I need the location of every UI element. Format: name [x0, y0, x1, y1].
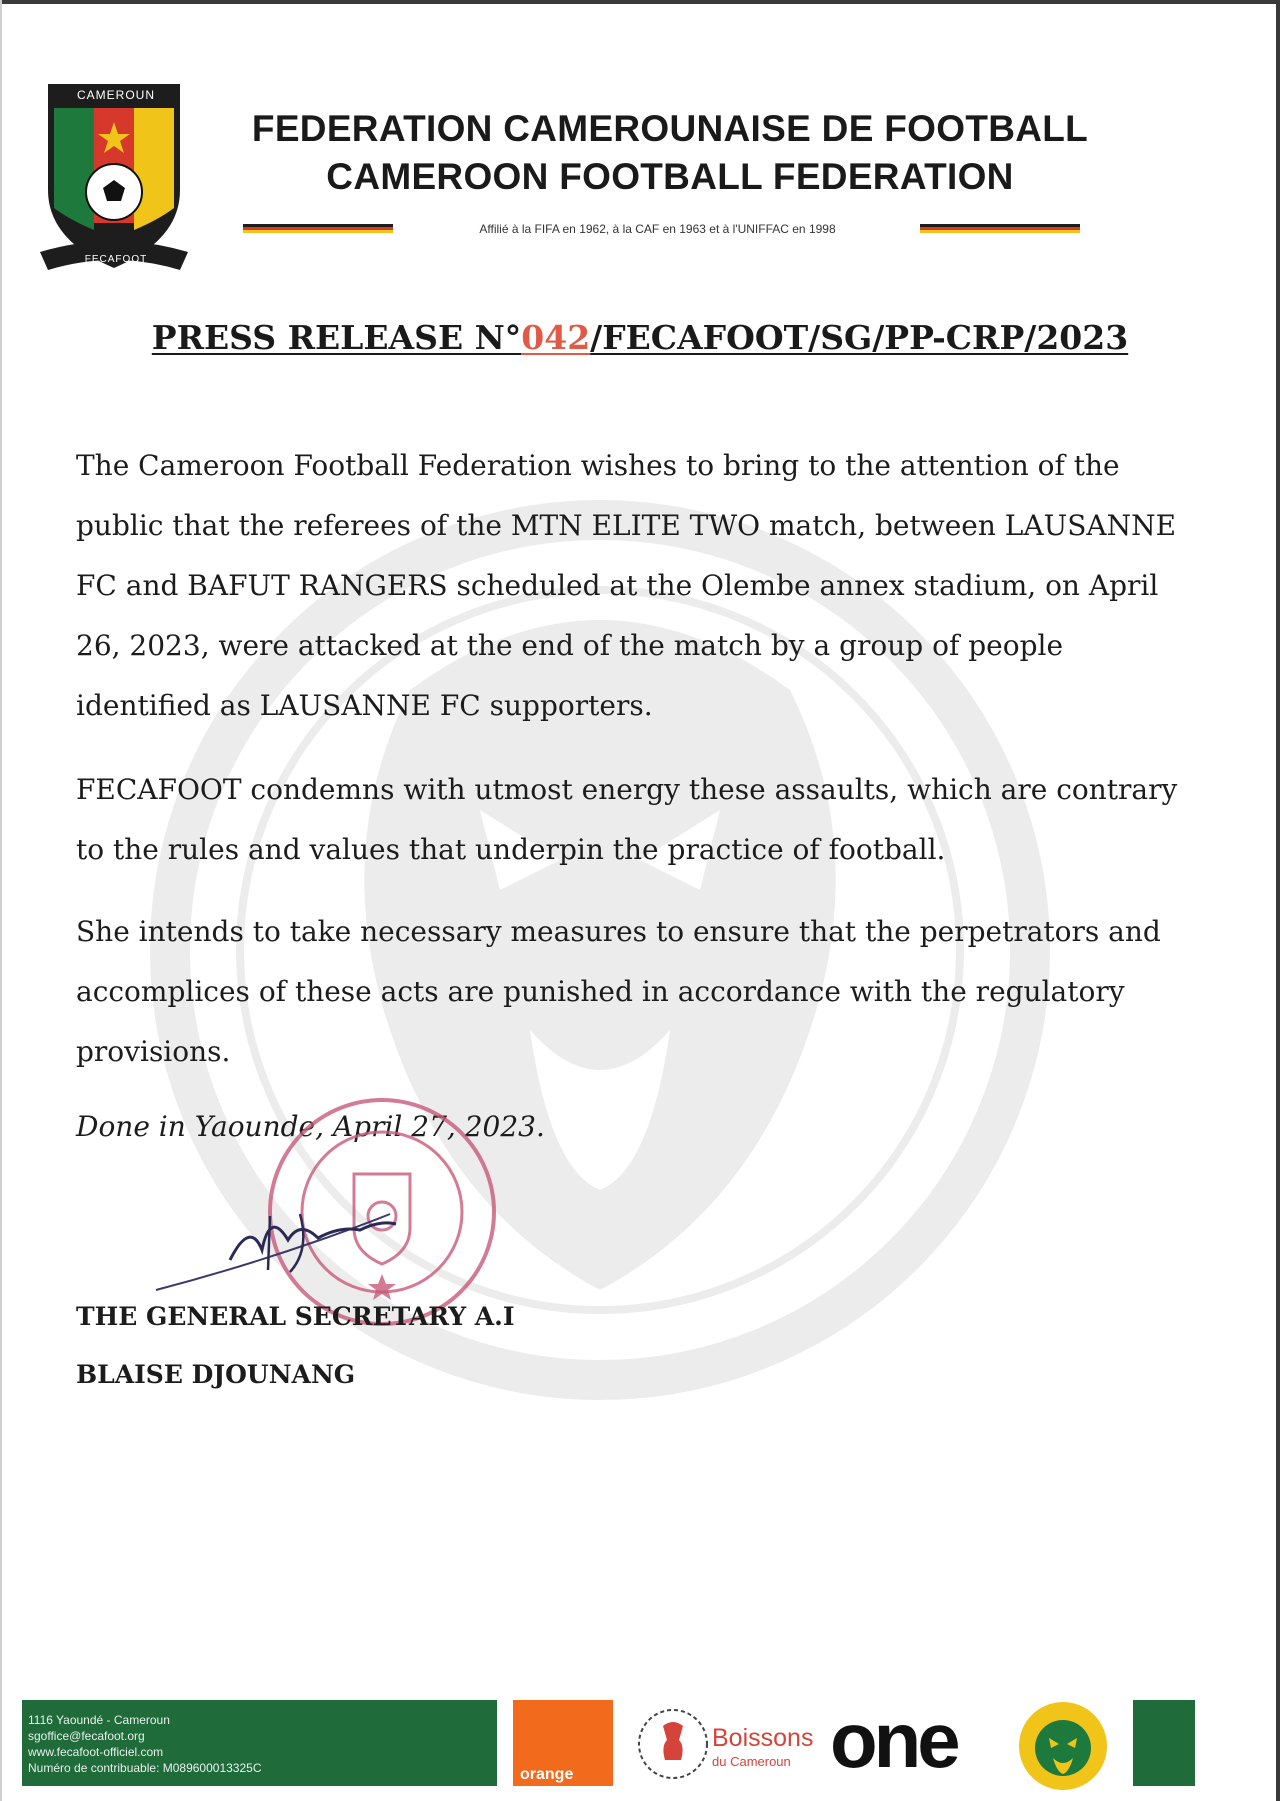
- title-number: 042: [521, 318, 591, 357]
- fecafoot-crest-logo: [30, 80, 195, 280]
- lion-emblem-logo: [1013, 1698, 1113, 1794]
- sponsor-one-logo: one: [830, 1696, 957, 1784]
- sponsor-boissons-logo: [633, 1704, 713, 1784]
- crest-ribbon-text: FECAFOOT: [84, 254, 148, 265]
- flag-stripe-right: [920, 224, 1080, 234]
- federation-name-french: FEDERATION CAMEROUNAISE DE FOOTBALL: [251, 108, 1089, 149]
- footer-address-block: [22, 1700, 497, 1786]
- website-line: www.fecafoot-officiel.com: [28, 1745, 164, 1759]
- handwritten-signature: [150, 1180, 450, 1300]
- scan-border-top: [0, 0, 1280, 4]
- sponsor-orange-label: orange: [520, 1766, 574, 1783]
- title-prefix: PRESS RELEASE N°: [151, 318, 522, 357]
- footer-green-block: [1133, 1700, 1195, 1786]
- crest-country-text: CAMEROUN: [76, 88, 155, 102]
- body-paragraph-2: FECAFOOT condemns with utmost energy these assaults, which are contrary to the rules and values that underpin the practice of football.: [76, 773, 1178, 866]
- signatory-title: THE GENERAL SECRETARY A.I: [76, 1302, 515, 1331]
- address-line: 1116 Yaoundé - Cameroun: [28, 1713, 170, 1727]
- press-release-title: [150, 318, 1130, 357]
- sponsor-boissons-name: Boissons: [712, 1724, 814, 1752]
- taxpayer-number-line: Numéro de contribuable: M089600013325C: [28, 1761, 262, 1775]
- body-paragraph-3: She intends to take necessary measures to ensure that the perpetrators and accomplices of these acts are punished in accordance with the regulatory provisions.: [76, 915, 1161, 1068]
- sponsor-boissons-subtitle: du Cameroun: [712, 1754, 791, 1769]
- scan-border-right: [1276, 0, 1280, 1801]
- affiliation-line: Affilié à la FIFA en 1962, à la CAF en 1963 et à l'UNIFFAC en 1998: [479, 222, 836, 236]
- signatory-name: BLAISE DJOUNANG: [76, 1360, 356, 1389]
- scan-border-left: [0, 0, 2, 1801]
- title-suffix: /FECAFOOT/SG/PP-CRP/2023: [590, 318, 1129, 357]
- body-paragraph-1: The Cameroon Football Federation wishes to bring to the attention of the public that the referees of the MTN ELITE TWO match, between LAUSANNE FC and BAFUT RANGERS scheduled at the Olembe annex stadium, on April 26, 2023, were attacked at the end of the match by a group of people identified as LAUSANNE FC supporters.: [76, 449, 1177, 722]
- federation-name-english: CAMEROON FOOTBALL FEDERATION: [326, 156, 1014, 197]
- flag-stripe-left: [243, 224, 393, 234]
- place-and-date: Done in Yaounde, April 27, 2023.: [76, 1110, 545, 1143]
- email-line: sgoffice@fecafoot.org: [28, 1729, 145, 1743]
